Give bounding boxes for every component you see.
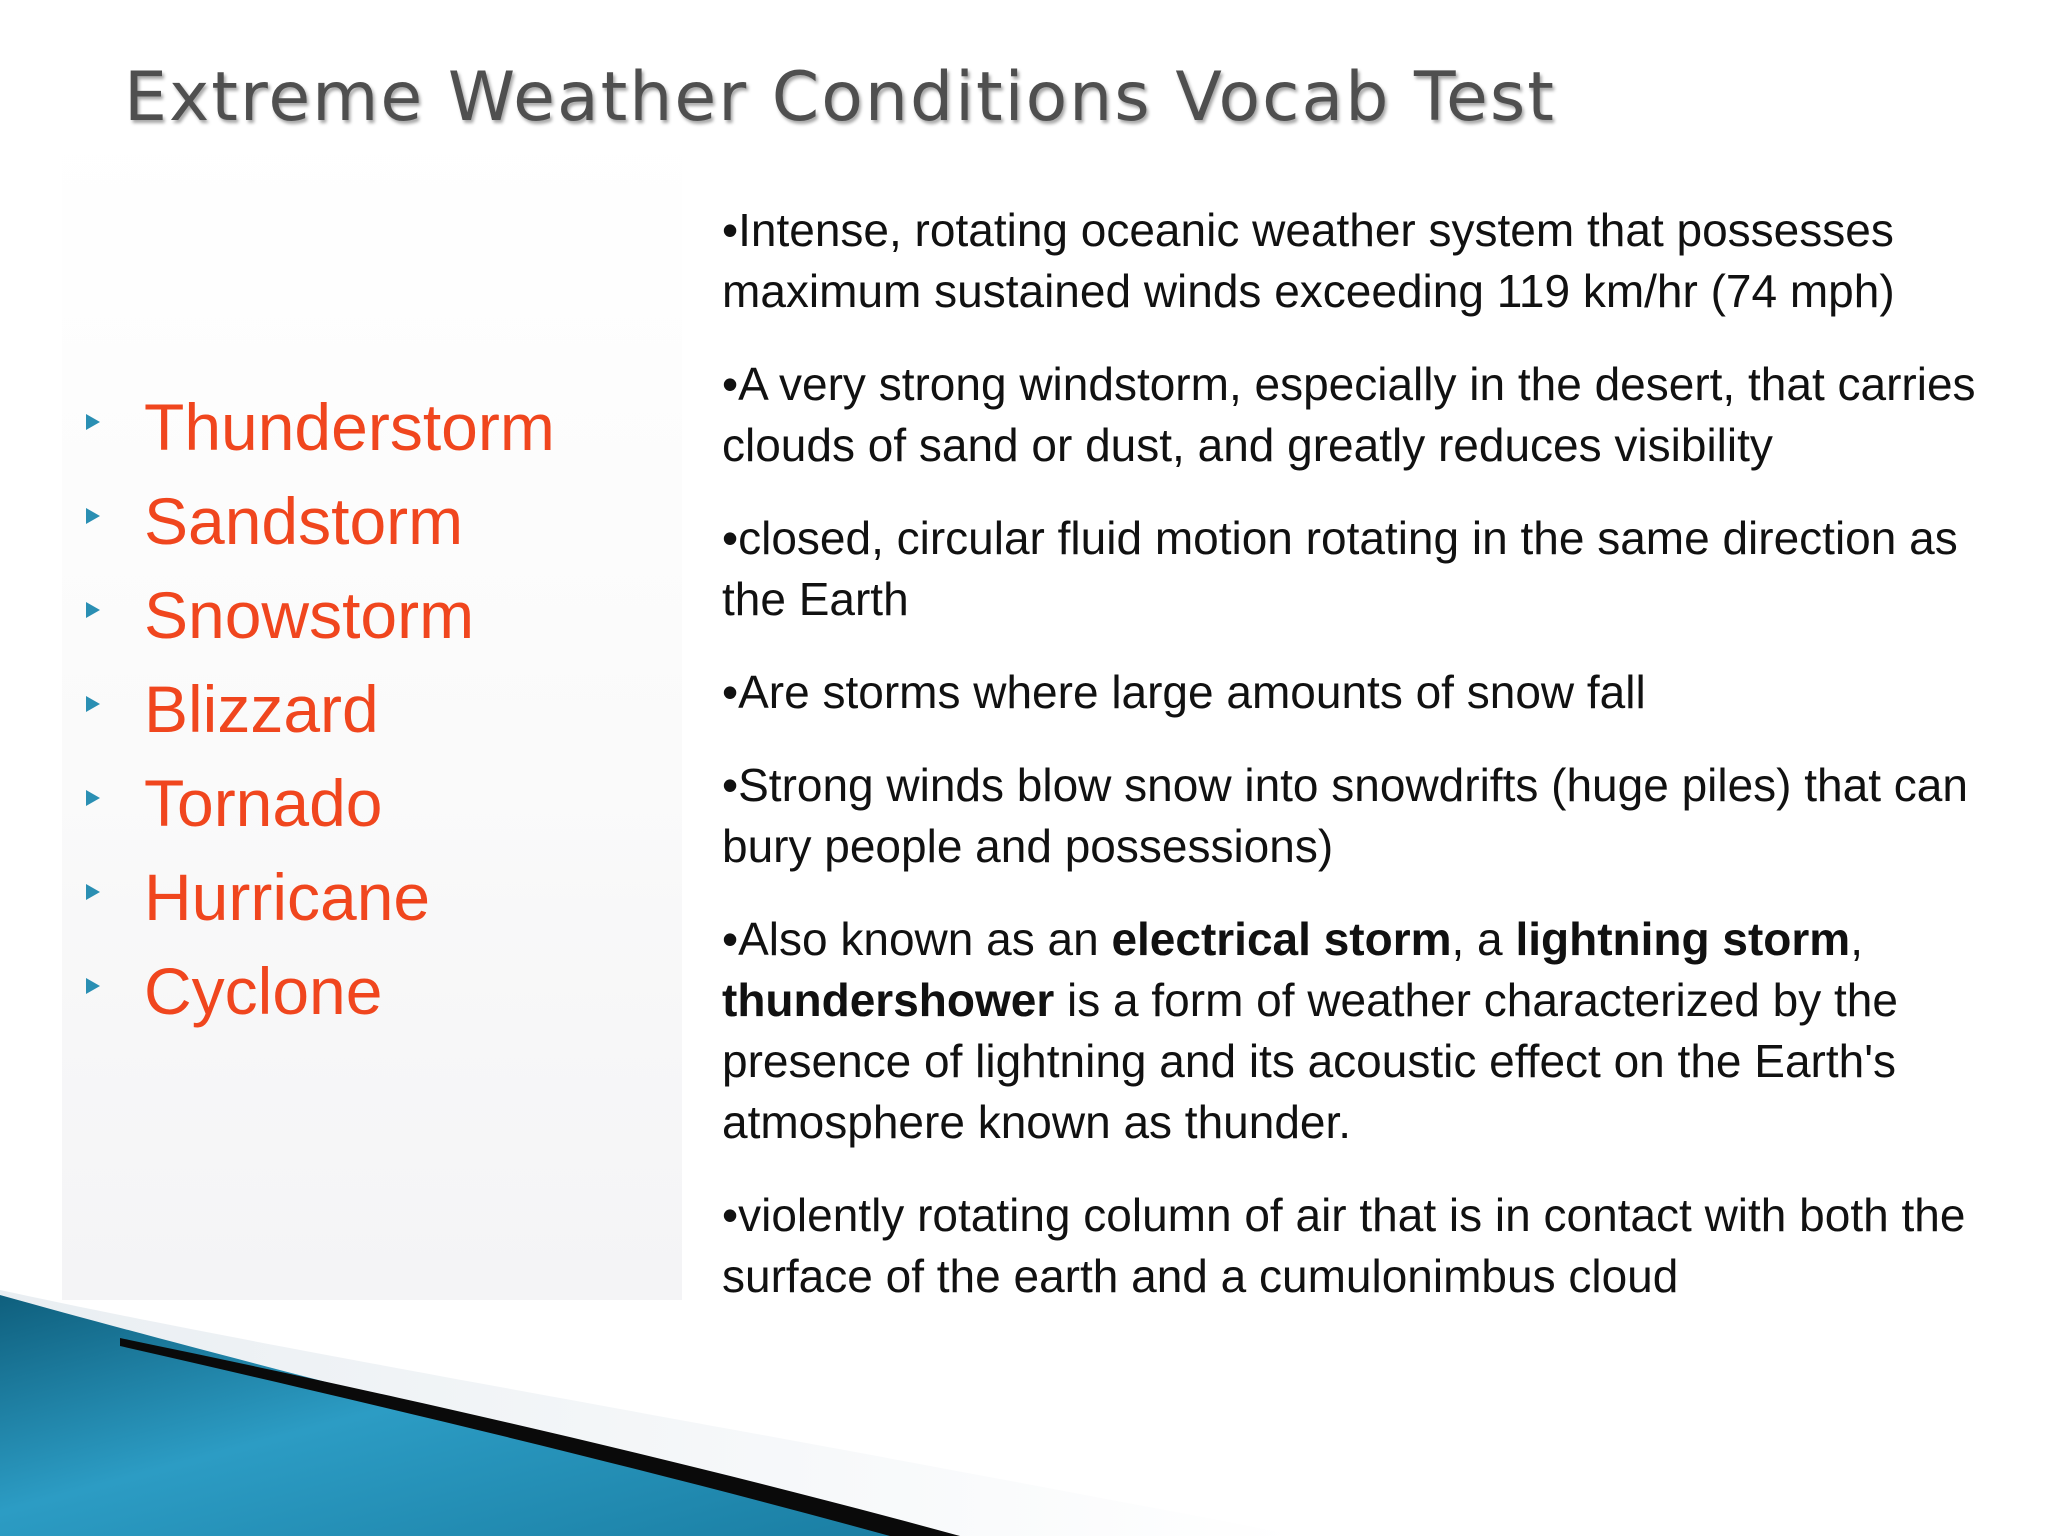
triangle-bullet-icon: [86, 884, 100, 900]
definition-bold-term: thundershower: [722, 974, 1055, 1026]
term-label: Snowstorm: [144, 578, 475, 652]
triangle-bullet-icon: [86, 696, 100, 712]
triangle-bullet-icon: [86, 978, 100, 994]
definition-text: •Intense, rotating oceanic weather system that possesses maximum sustained winds exceeding 119 km/hr (74 mph): [722, 204, 1895, 317]
definition-bold-term: lightning storm: [1515, 913, 1851, 965]
definition-text: •A very strong windstorm, especially in the desert, that carries clouds of sand or dust, and greatly reduces visibility: [722, 358, 1976, 471]
slide-title: Extreme Weather Conditions Vocab Test: [124, 58, 1556, 137]
term-label: Thunderstorm: [144, 390, 555, 464]
triangle-bullet-icon: [86, 790, 100, 806]
triangle-bullet-icon: [86, 414, 100, 430]
definition-text: •Also known as an: [722, 913, 1112, 965]
triangle-bullet-icon: [86, 508, 100, 524]
definition-text: •violently rotating column of air that is in contact with both the surface of the earth and a cumulonimbus cloud: [722, 1189, 1966, 1302]
definition-item: [722, 662, 2012, 723]
definition-text: is a form of weather characterized by the presence of lightning and its acoustic effect on the Earth's atmosphere known as thunder.: [722, 974, 1898, 1148]
decorative-swoosh: [0, 1250, 1300, 1536]
definition-bold-term: electrical storm: [1111, 913, 1452, 965]
triangle-bullet-icon: [86, 602, 100, 618]
term-label: Blizzard: [144, 672, 379, 746]
term-label: Hurricane: [144, 860, 431, 934]
definition-item: [722, 755, 2012, 877]
definition-item: [722, 508, 2012, 630]
term-label: Cyclone: [144, 954, 383, 1028]
definition-text: •Strong winds blow snow into snowdrifts (huge piles) that can bury people and possessions): [722, 759, 1968, 872]
definition-text: ,: [1850, 913, 1863, 965]
definition-item: [722, 909, 2012, 1153]
definition-text: •closed, circular fluid motion rotating in the same direction as the Earth: [722, 512, 1958, 625]
definition-item: [722, 200, 2012, 322]
definition-text: , a: [1451, 913, 1516, 965]
definition-text: •Are storms where large amounts of snow fall: [722, 666, 1646, 718]
term-label: Sandstorm: [144, 484, 464, 558]
definition-item: [722, 354, 2012, 476]
definitions-list: [722, 200, 2012, 1339]
term-label: Tornado: [144, 766, 383, 840]
